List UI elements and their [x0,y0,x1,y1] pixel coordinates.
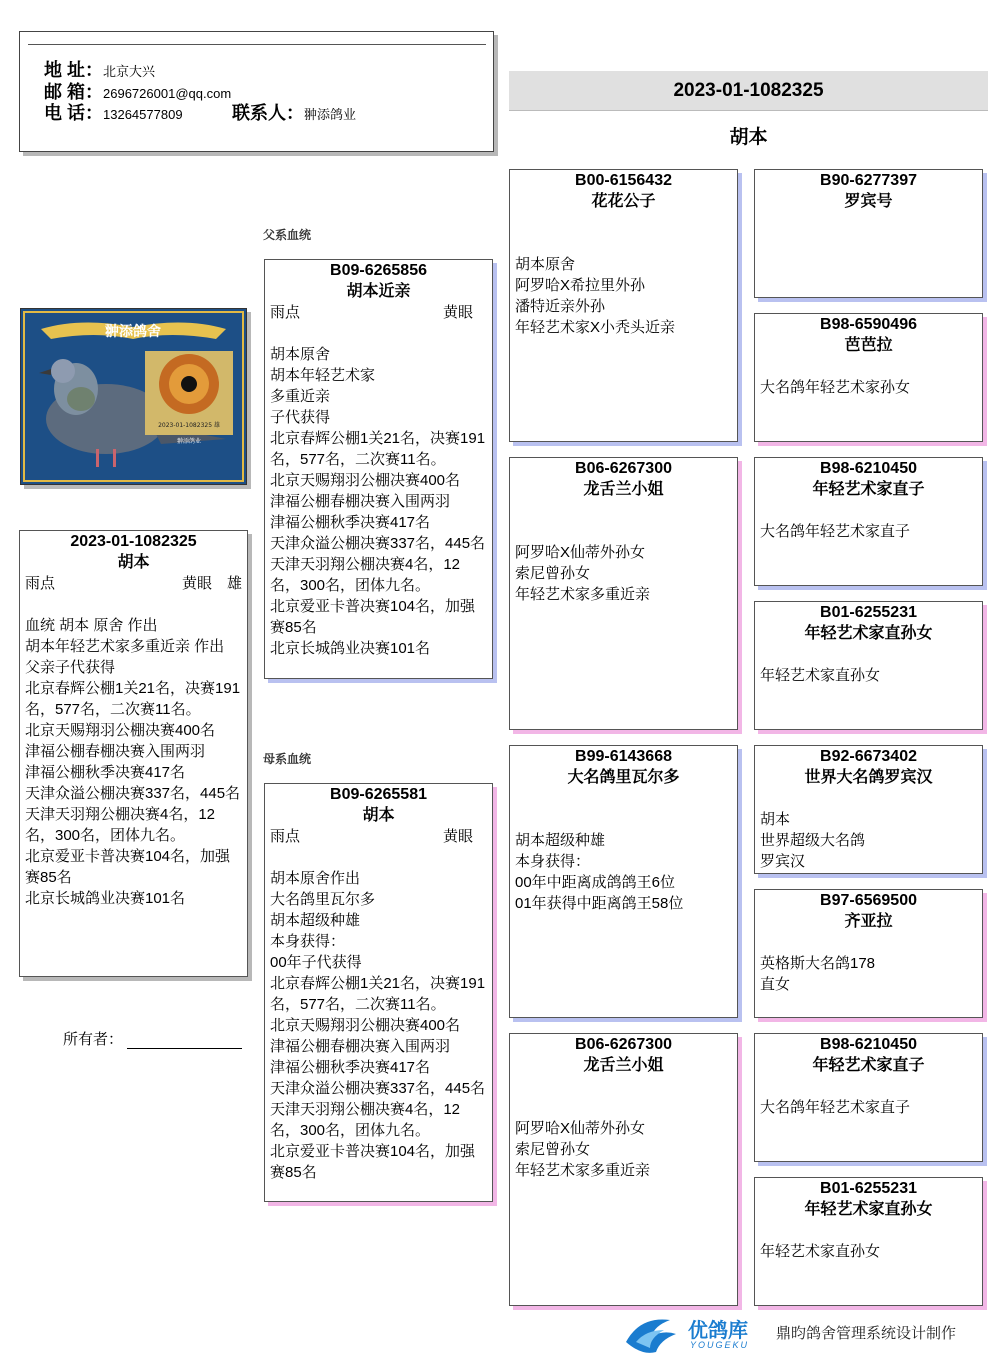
subject-eye-sex: 黄眼 雄 [181,575,242,592]
ggp2-ring: B98-6590496 [820,316,917,333]
sire-color: 雨点 [270,304,301,321]
grandparent-card-1 [509,169,738,442]
gp1-ring: B00-6156432 [575,172,672,189]
ggp6-ring: B97-6569500 [820,892,917,909]
gp4-ring: B06-6267300 [575,1036,672,1053]
great-grandparent-card-2 [754,313,983,442]
subject-ring: 2023-01-1082325 [70,533,197,550]
photo-caption-1: 2023-01-1082325 雄 [158,422,220,429]
yougeku-logo-icon [620,1312,684,1358]
sire-ring: B09-6265856 [330,262,427,279]
ggp2-notes: 大名鸽年轻艺术家孙女 [760,379,911,396]
sire-card [264,259,493,679]
dam-eye: 黄眼 [442,828,473,845]
photo-banner-text: 翀添鸽舍 [105,324,161,340]
ggp8-ring: B01-6255231 [820,1180,917,1197]
dam-section-label: 母系血统 [263,752,312,766]
subject-notes: 血统 胡本 原舍 作出 胡本年轻艺术家多重近亲 作出 父亲子代获得 北京春辉公棚1关21名，决赛191名，577名，二次赛11名。 北京天赐翔羽公棚决赛400名 津福公棚春棚决赛入围两羽 津福公棚秋季决赛417名 天津众溢公棚决赛337名，445名 天津天羽翔公棚决赛4名，12名，300名，团体九名。 北京爱亚卡普决赛104名，加强赛85名 北京长城鸽业决赛101名 [25,617,241,907]
subject-name: 胡本 [117,554,150,571]
ggp7-name: 年轻艺术家直子 [812,1057,925,1074]
email-value[interactable]: 2696726001@qq.com [103,86,232,101]
ggp8-notes: 年轻艺术家直孙女 [760,1243,881,1260]
contact-card [19,31,494,152]
dam-color: 雨点 [270,828,301,845]
pigeon-photo-image [21,309,246,484]
email-label: 邮 箱： [44,82,104,102]
dam-attrs [265,826,492,847]
ggp5-name: 世界大名鸽罗宾汉 [804,769,933,786]
owner-line [63,1028,242,1049]
header-bar [509,71,988,111]
owner-label: 所有者： [63,1031,124,1048]
contact-person-value: 翀添鸽业 [304,107,357,122]
sire-section-label: 父系血统 [263,228,312,242]
gp1-name: 花花公子 [591,193,656,210]
ggp4-notes: 年轻艺术家直孙女 [760,667,881,684]
gp3-notes: 胡本超级种雄 本身获得： 00年中距离成鸽鸽王6位 01年获得中距离鸽王58位 [515,832,684,912]
ggp4-ring: B01-6255231 [820,604,917,621]
ggp2-name: 芭芭拉 [844,337,893,354]
brand-en: YOUGEKU [690,1340,750,1350]
gp3-ring: B99-6143668 [575,748,672,765]
footer-credit: 鼎昀鸽舍管理系统设计制作 [776,1325,957,1342]
ggp3-ring: B98-6210450 [820,460,917,477]
phone-value: 13264577809 [103,107,183,122]
header-name: 胡本 [729,127,768,148]
header-ring: 2023-01-1082325 [673,80,824,101]
phone-row [44,99,183,125]
dam-card [264,783,493,1202]
grandparent-card-3 [509,745,738,1018]
sire-attrs [265,302,492,323]
great-grandparent-card-4 [754,601,983,730]
address-label: 地 址： [44,60,104,80]
footer [620,1310,1000,1360]
sire-eye: 黄眼 [442,304,473,321]
grandparent-card-2 [509,457,738,730]
sire-name: 胡本近亲 [346,283,411,300]
great-grandparent-card-7 [754,1033,983,1162]
ggp3-notes: 大名鸽年轻艺术家直子 [760,523,911,540]
contact-person-row [232,99,356,125]
great-grandparent-card-6 [754,889,983,1018]
subject-color: 雨点 [25,575,56,592]
ggp5-notes: 胡本 世界超级大名鸽 罗宾汉 [760,811,866,870]
photo-caption-2: 翀添鸽业 [176,438,202,445]
brand-cn: 优鸽库 [688,1320,748,1342]
subject-card [19,530,248,977]
gp2-ring: B06-6267300 [575,460,672,477]
address-value: 北京大兴 [103,64,156,79]
dam-notes: 胡本原舍作出 大名鸽里瓦尔多 胡本超级种雄 本身获得： 00年子代获得 北京春辉公棚1关21名，决赛191名，577名，二次赛11名。 北京天赐翔羽公棚决赛400名 津福公棚春棚决赛入围两羽 津福公棚秋季决赛417名 天津众溢公棚决赛337名，445名 天津天羽翔公棚决赛4名，12名，300名，团体九名。 北京爱亚卡普决赛104名，加强赛85名 [270,870,486,1181]
contact-divider [28,44,486,45]
phone-label: 电 话： [44,103,104,123]
ggp1-ring: B90-6277397 [820,172,917,189]
gp2-name: 龙舌兰小姐 [583,481,664,498]
great-grandparent-card-3 [754,457,983,586]
ggp1-name: 罗宾号 [844,193,893,210]
owner-field[interactable] [127,1033,242,1049]
subject-attrs [20,573,247,594]
gp3-name: 大名鸽里瓦尔多 [567,769,680,786]
ggp5-ring: B92-6673402 [820,748,917,765]
gp4-notes: 阿罗哈X仙蒂外孙女 索尼曾孙女 年轻艺术家多重近亲 [515,1120,651,1179]
gp4-name: 龙舌兰小姐 [583,1057,664,1074]
dam-name: 胡本 [362,807,395,824]
grandparent-card-4 [509,1033,738,1306]
ggp6-name: 齐亚拉 [844,913,893,930]
ggp3-name: 年轻艺术家直子 [812,481,925,498]
gp1-notes: 胡本原舍 阿罗哈X希拉里外孙 潘特近亲外孙 年轻艺术家X小秃头近亲 [515,256,676,336]
dam-ring: B09-6265581 [330,786,427,803]
ggp8-name: 年轻艺术家直孙女 [804,1201,933,1218]
gp2-notes: 阿罗哈X仙蒂外孙女 索尼曾孙女 年轻艺术家多重近亲 [515,544,651,603]
ggp7-ring: B98-6210450 [820,1036,917,1053]
great-grandparent-card-1 [754,169,983,298]
ggp4-name: 年轻艺术家直孙女 [804,625,933,642]
sire-notes: 胡本原舍 胡本年轻艺术家 多重近亲 子代获得 北京春辉公棚1关21名，决赛191名，577名，二次赛11名。 北京天赐翔羽公棚决赛400名 津福公棚春棚决赛入围两羽 津福公棚秋季决赛417名 天津众溢公棚决赛337名，445名 天津天羽翔公棚决赛4名，12名，300名，团体九名。 北京爱亚卡普决赛104名，加强赛85名 北京长城鸽业决赛101名 [270,346,486,657]
ggp7-notes: 大名鸽年轻艺术家直子 [760,1099,911,1116]
great-grandparent-card-5 [754,745,983,874]
great-grandparent-card-8 [754,1177,983,1306]
pigeon-photo [20,308,247,485]
contact-person-label: 联系人： [232,103,304,123]
ggp6-notes: 英格斯大名鸽178 直女 [760,955,876,993]
